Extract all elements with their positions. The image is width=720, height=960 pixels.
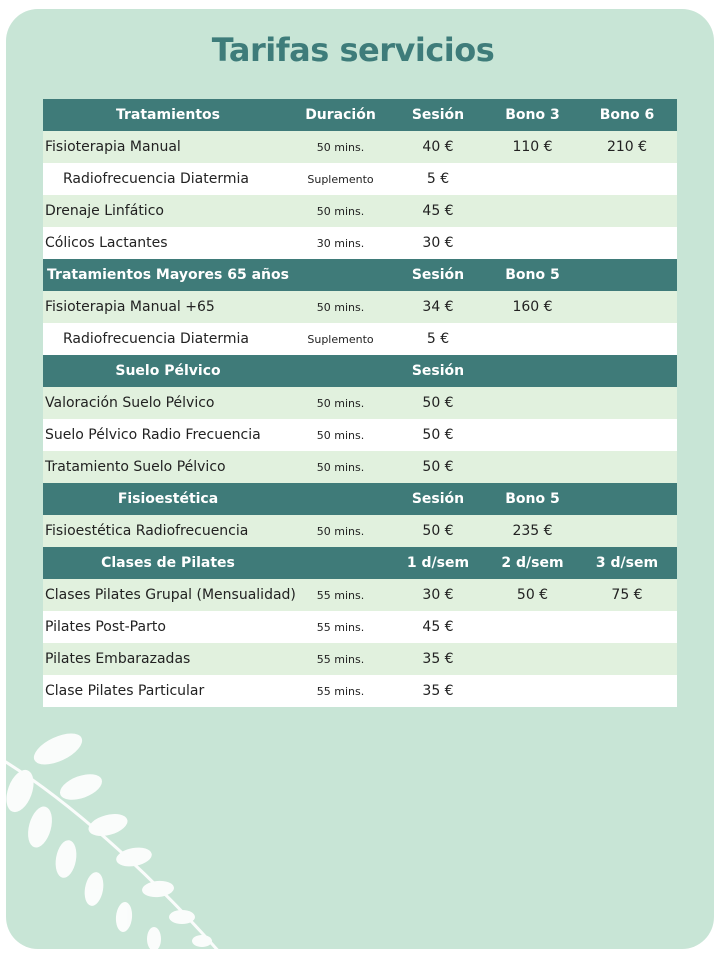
header-cell: Bono 6	[599, 107, 655, 123]
section-header	[43, 483, 677, 515]
header-cell: Bono 5	[505, 267, 560, 283]
price-card	[6, 9, 714, 949]
table-cell: Tratamiento Suelo Pélvico	[45, 459, 226, 475]
table-cell: 5 €	[426, 331, 450, 347]
header-cell: 1 d/sem	[406, 555, 470, 571]
header-cell: Bono 3	[505, 107, 560, 123]
table-cell: 40 €	[422, 139, 454, 155]
table-cell: 35 €	[422, 683, 454, 699]
table-cell: 55 mins.	[316, 652, 365, 666]
table-cell: 30 mins.	[316, 236, 365, 250]
table-cell: Clases Pilates Grupal (Mensualidad)	[45, 587, 296, 603]
table-cell: 30 €	[422, 235, 454, 251]
table-cell: Suplemento	[307, 332, 374, 346]
header-cell: Suelo Pélvico	[115, 363, 221, 379]
table-row	[43, 227, 677, 259]
table-cell: 235 €	[512, 523, 553, 539]
table-cell: Clase Pilates Particular	[45, 683, 205, 699]
table-cell: 45 €	[422, 203, 454, 219]
table-cell: Pilates Post-Parto	[45, 619, 166, 635]
table-cell: 50 €	[422, 523, 454, 539]
table-row	[43, 643, 677, 675]
header-cell: 3 d/sem	[595, 555, 659, 571]
table-row	[43, 451, 677, 483]
table-cell: Valoración Suelo Pélvico	[45, 395, 215, 411]
table-cell: 45 €	[422, 619, 454, 635]
table-cell: 210 €	[606, 139, 648, 155]
table-cell: 50 mins.	[316, 140, 365, 154]
table-cell: Fisioterapia Manual	[45, 139, 181, 155]
table-cell: 55 mins.	[316, 684, 365, 698]
table-cell: 110 €	[512, 139, 553, 155]
header-cell: Sesión	[411, 267, 465, 283]
price-table	[43, 99, 677, 707]
table-row	[43, 195, 677, 227]
table-cell: Drenaje Linfático	[45, 203, 164, 219]
header-cell: Sesión	[411, 491, 465, 507]
table-cell: 5 €	[426, 171, 450, 187]
header-cell: Bono 5	[505, 491, 560, 507]
table-cell: 160 €	[512, 299, 553, 315]
table-cell: 50 €	[422, 459, 454, 475]
table-cell: 30 €	[422, 587, 454, 603]
table-cell: Suelo Pélvico Radio Frecuencia	[45, 427, 261, 443]
table-cell: Suplemento	[307, 172, 374, 186]
header-cell: Sesión	[411, 107, 465, 123]
table-cell: Fisioestética Radiofrecuencia	[45, 523, 249, 539]
table-cell: 50 mins.	[316, 428, 365, 442]
section-header	[43, 99, 677, 131]
header-cell: Fisioestética	[117, 491, 219, 507]
table-cell: Fisioterapia Manual +65	[45, 299, 215, 315]
table-cell: 55 mins.	[316, 588, 365, 602]
table-cell: 50 mins.	[316, 396, 365, 410]
table-cell: Pilates Embarazadas	[45, 651, 191, 667]
header-cell: Tratamientos	[116, 107, 220, 123]
section-header	[43, 355, 677, 387]
header-cell: Clases de Pilates	[101, 555, 235, 571]
table-row	[43, 611, 677, 643]
table-cell: 75 €	[611, 587, 643, 603]
table-row	[43, 675, 677, 707]
table-cell: 50 mins.	[316, 204, 365, 218]
header-cell: Duración	[305, 107, 376, 123]
table-cell: 50 mins.	[316, 524, 365, 538]
table-row	[43, 163, 677, 195]
table-cell: 55 mins.	[316, 620, 365, 634]
table-row	[43, 579, 677, 611]
header-cell: Tratamientos Mayores 65 años	[47, 267, 289, 283]
table-row	[43, 515, 677, 547]
table-cell: Radiofrecuencia Diatermia	[63, 171, 249, 187]
table-cell: Radiofrecuencia Diatermia	[63, 331, 249, 347]
table-cell: 50 €	[422, 395, 454, 411]
table-cell: 35 €	[422, 651, 454, 667]
table-cell: Cólicos Lactantes	[45, 235, 168, 251]
table-cell: 34 €	[422, 299, 454, 315]
leaf-decoration-icon	[6, 729, 236, 949]
section-header	[43, 547, 677, 579]
table-row	[43, 131, 677, 163]
table-cell: 50 mins.	[316, 300, 365, 314]
table-row	[43, 291, 677, 323]
table-row	[43, 323, 677, 355]
header-cell: 2 d/sem	[501, 555, 564, 571]
table-cell: 50 €	[422, 427, 454, 443]
page-title: Tarifas servicios	[211, 31, 495, 69]
table-cell: 50 €	[516, 587, 549, 603]
table-row	[43, 419, 677, 451]
table-cell: 50 mins.	[316, 460, 365, 474]
header-cell: Sesión	[411, 363, 465, 379]
section-header	[43, 259, 677, 291]
table-row	[43, 387, 677, 419]
